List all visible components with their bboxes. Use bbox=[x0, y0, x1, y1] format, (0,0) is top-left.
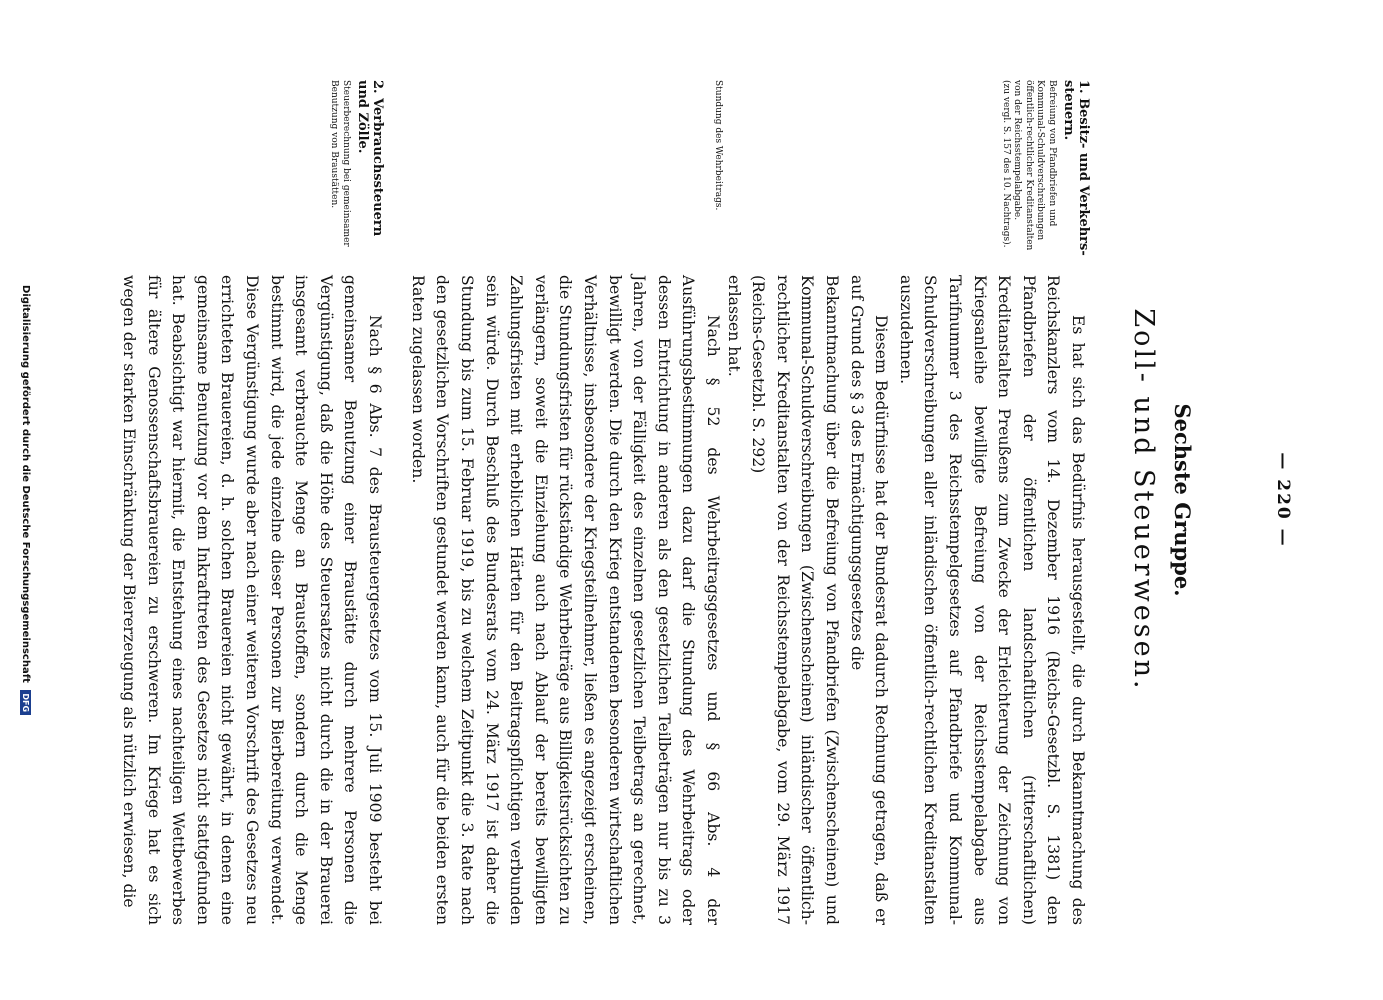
section-title: Zoll- und Steuerwesen. bbox=[1128, 308, 1159, 692]
paragraph: Es hat sich das Bedürfnis herausgestellt, die durch Bekanntmachung des Reichskanzlers vom 14. Dezember 1916 (Reichs-Gesetzbl. S. 1381) den Pfandbriefen der öffentlichen landschaftlichen (ritterschaftlichen) Kreditanstalten Preußens zum Zwecke der Erleichterung der Zeichnung von Kriegsanleihe bewilligte Befreiung von der Reichsstempelabgabe aus Tarifnummer 3 des Reichsstempelgesetzes auf Pfandbriefe und Kommunal-Schuldverschreibungen aller inländischen öffentlich-rechtlichen Kreditanstalten auszudehnen. bbox=[896, 275, 1087, 925]
group-title: Sechste Gruppe. bbox=[1170, 403, 1195, 597]
margin-heading: Stundung des Wehrbeitrags. bbox=[713, 80, 723, 211]
paragraph-closing: erlassen hat. bbox=[724, 275, 743, 377]
section-body-consumption bbox=[116, 275, 387, 925]
margin-heading: 1. Besitz- und Verkehrs-steuern. bbox=[1061, 80, 1091, 256]
margin-block-deferral bbox=[712, 80, 724, 258]
margin-note: Befreiung von Pfandbriefen und Kommunal-Schuldverschreibungen öffentlich-rechtlicher Kreditanstalten von der Reichsstempelabgabe. bbox=[1012, 80, 1057, 251]
margin-reference: (zu vergl. S. 157 des 10. Nachtrags). bbox=[1001, 80, 1011, 248]
dfg-logo: DFG bbox=[20, 690, 31, 715]
margin-note: Steuerberechnung bei gemeinsamer Benutzung von Braustätten. bbox=[329, 80, 351, 247]
paragraph: Nach § 52 des Wehrbeitragsgesetzes und § 66 Abs. 4 der Ausführungsbestimmungen dazu darf die Stundung des Wehrbeitrags oder dessen Entrichtung in anderen als den gesetzlichen Teilbeträgen nur bis zu 3 Jahren, von der Fälligkeit des einzelnen gesetzlichen Teilbetrags an gerechnet, bewilligt werden. Die durch den Krieg entstandenen besonderen wirtschaftlichen Verhältnisse, insbesondere der Kriegsteilnehmer, ließen es angezeigt erscheinen, die Stundungsfristen für rückständige Wehrbeiträge aus Billigkeitsrücksichten zu verlängern, soweit die Einziehung auch nach Ablauf der bereits bewilligten Zahlungsfristen mit erheblichen Härten für den Beitragspflichtigen verbunden sein würde. Durch Beschluß des Bundesrats vom 24. März 1917 ist daher die Stundung bis zum 15. Februar 1919, bis zu welchem Zeitpunkt die 3. Rate nach den gesetzlichen Vorschriften gestundet werden kann, auch für die beiden ersten Raten zugelassen worden. bbox=[408, 275, 722, 925]
section-body-deferral bbox=[405, 275, 725, 925]
quoted-title: Bekanntmachung über die Befreiung von Pfandbriefen (Zwischenscheinen) und Kommunal-Schuldverschreibungen (Zwischenscheinen) inländischer öffentlich-rechtlicher Kreditanstalten von der Reichsstempelabgabe, vom 29. März 1917 (Reichs-Gesetzbl. S. 292) bbox=[749, 275, 842, 925]
footer-text: Digitalisierung gefördert durch die Deutsche Forschungsgemeinschaft bbox=[20, 284, 31, 683]
digitization-footer bbox=[20, 20, 31, 980]
margin-block-taxes bbox=[1000, 80, 1092, 258]
page-number: — 220 — bbox=[1273, 452, 1293, 548]
margin-block-consumption bbox=[328, 80, 385, 258]
paragraph: Nach § 6 Abs. 7 des Brausteuergesetzes vom 15. Juli 1909 besteht bei gemeinsamer Benutzung einer Braustätte durch mehrere Personen die Vergünstigung, daß die Höhe des Steuersatzes nicht durch die in der Brauerei insgesamt verbrauchte Menge an Braustoffen, sondern durch die Menge bestimmt wird, die jede einzelne dieser Personen zur Bierbereitung verwendet. Diese Vergünstigung wurde aber nach einer weiteren Vorschrift des Gesetzes neu errichteten Brauereien, d. h. solchen Brauereien nicht gewährt, in denen eine gemeinsame Benutzung vor dem Inkrafttreten des Gesetzes nicht stattgefunden hat. Beabsichtigt war hiermit, die Entstehung eines nachteiligen Wettbewerbes für ältere Genossenschaftsbrauereien zu erschweren. Im Kriege hat es sich wegen der starken Einschränkung der Biererzeugung als nützlich erwiesen, die bbox=[120, 275, 384, 925]
section-body-taxes bbox=[721, 275, 1090, 925]
paragraph: Diesem Bedürfnisse hat der Bundesrat dadurch Rechnung getragen, daß er auf Grund des § 3 des Ermächtigungsgesetzes die bbox=[847, 275, 891, 925]
margin-heading: 2. Verbrauchssteuern und Zölle. bbox=[355, 80, 385, 237]
